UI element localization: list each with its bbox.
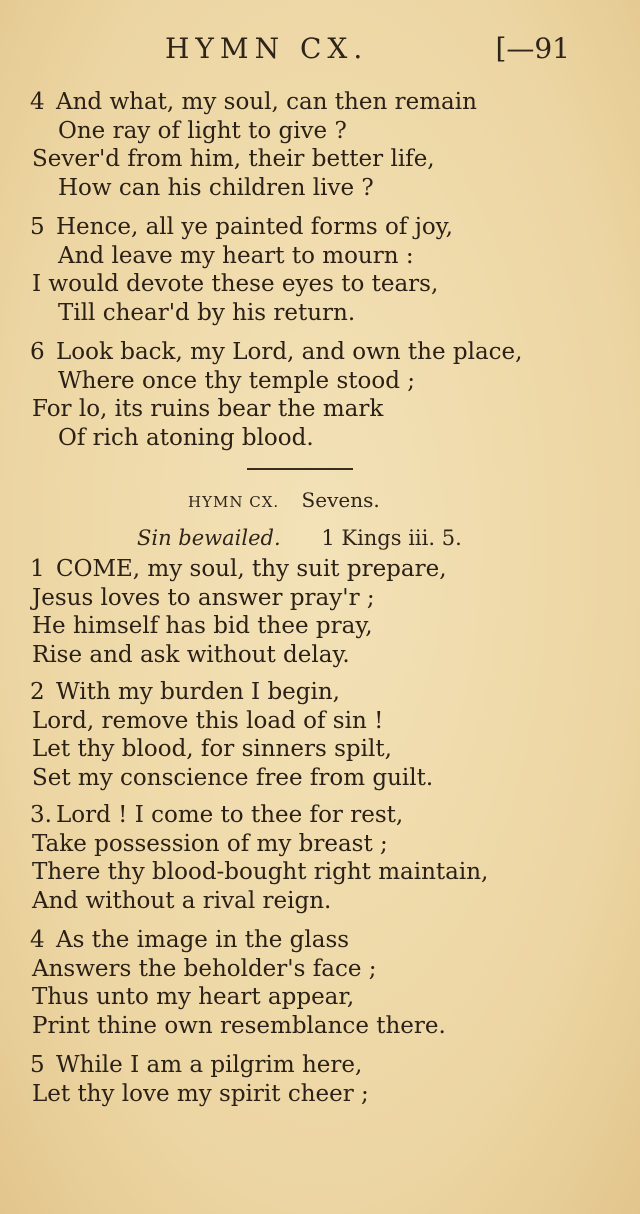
verse-line: And leave my heart to mourn : [58,242,414,269]
verse-line: I would devote these eyes to tears, [32,271,439,297]
verse-line: For lo, its ruins bear the mark [32,396,384,422]
verse-line: He himself has bid thee pray, [32,613,373,639]
hymn-subject: Sin bewailed. [137,526,281,550]
verse-line: 4 And what, my soul, can then remain [30,89,477,115]
stanza-number: 4 [30,927,45,953]
verse-line: Set my conscience free from guilt. [32,764,434,791]
verse-line: How can his children live ? [58,174,374,201]
stanza-prev-6 [0,338,640,452]
verse-line: Till chear'd by his return. [58,299,356,326]
verse-line: There thy blood-bought right maintain, [32,859,489,885]
verse-line: Let thy love my spirit cheer ; [32,1080,369,1107]
page-number: [—91 [495,32,570,65]
verse-line: Of rich atoning blood. [58,424,314,451]
stanza-1 [0,555,640,669]
verse-line: One ray of light to give ? [58,117,347,144]
stanza-3 [0,801,640,915]
verse-line: 1 COME, my soul, thy suit prepare, [30,556,447,582]
verse-line: Take possession of my breast ; [32,830,388,857]
running-title: HYMN CX. [165,32,369,65]
stanza-prev-4 [0,88,640,202]
hymn-title: HYMN CX. [188,493,280,511]
verse-line: Sever'd from him, their better life, [32,146,435,172]
verse-line: Jesus loves to answer pray'r ; [32,584,375,611]
verse-line: Rise and ask without delay. [32,641,350,668]
stanza-5 [0,1051,640,1108]
stanza-2 [0,678,640,792]
stanza-number: 2 [30,679,45,705]
hymn-meter: Sevens. [301,488,380,512]
page-header [0,30,640,70]
stanza-number: 5 [30,1052,45,1078]
verse-line: Answers the beholder's face ; [32,955,377,982]
hymn-subheading [137,526,462,550]
verse-line: 2 With my burden I begin, [30,679,340,705]
stanza-number: 1 [30,556,45,582]
scripture-reference: 1 Kings iii. 5. [321,526,462,550]
verse-line: 6 Look back, my Lord, and own the place, [30,339,523,365]
stanza-4 [0,926,640,1040]
stanza-number: 6 [30,339,45,365]
verse-line: 5 Hence, all ye painted forms of joy, [30,214,453,240]
verse-line: And without a rival reign. [32,887,332,914]
verse-line: Let thy blood, for sinners spilt, [32,736,392,762]
verse-line: Thus unto my heart appear, [32,984,355,1010]
stanza-prev-5 [0,213,640,327]
verse-line: 3. Lord ! I come to thee for rest, [30,802,404,828]
stanza-number: 3. [30,802,52,828]
verse-line: 4 As the image in the glass [30,927,350,953]
hymn-heading [188,488,380,512]
verse-line: Print thine own resemblance there. [32,1012,446,1039]
verse-line: Lord, remove this load of sin ! [32,707,384,734]
verse-line: 5 While I am a pilgrim here, [30,1052,363,1078]
section-divider [247,468,353,470]
stanza-number: 5 [30,214,45,240]
stanza-number: 4 [30,89,45,115]
verse-line: Where once thy temple stood ; [58,367,415,394]
